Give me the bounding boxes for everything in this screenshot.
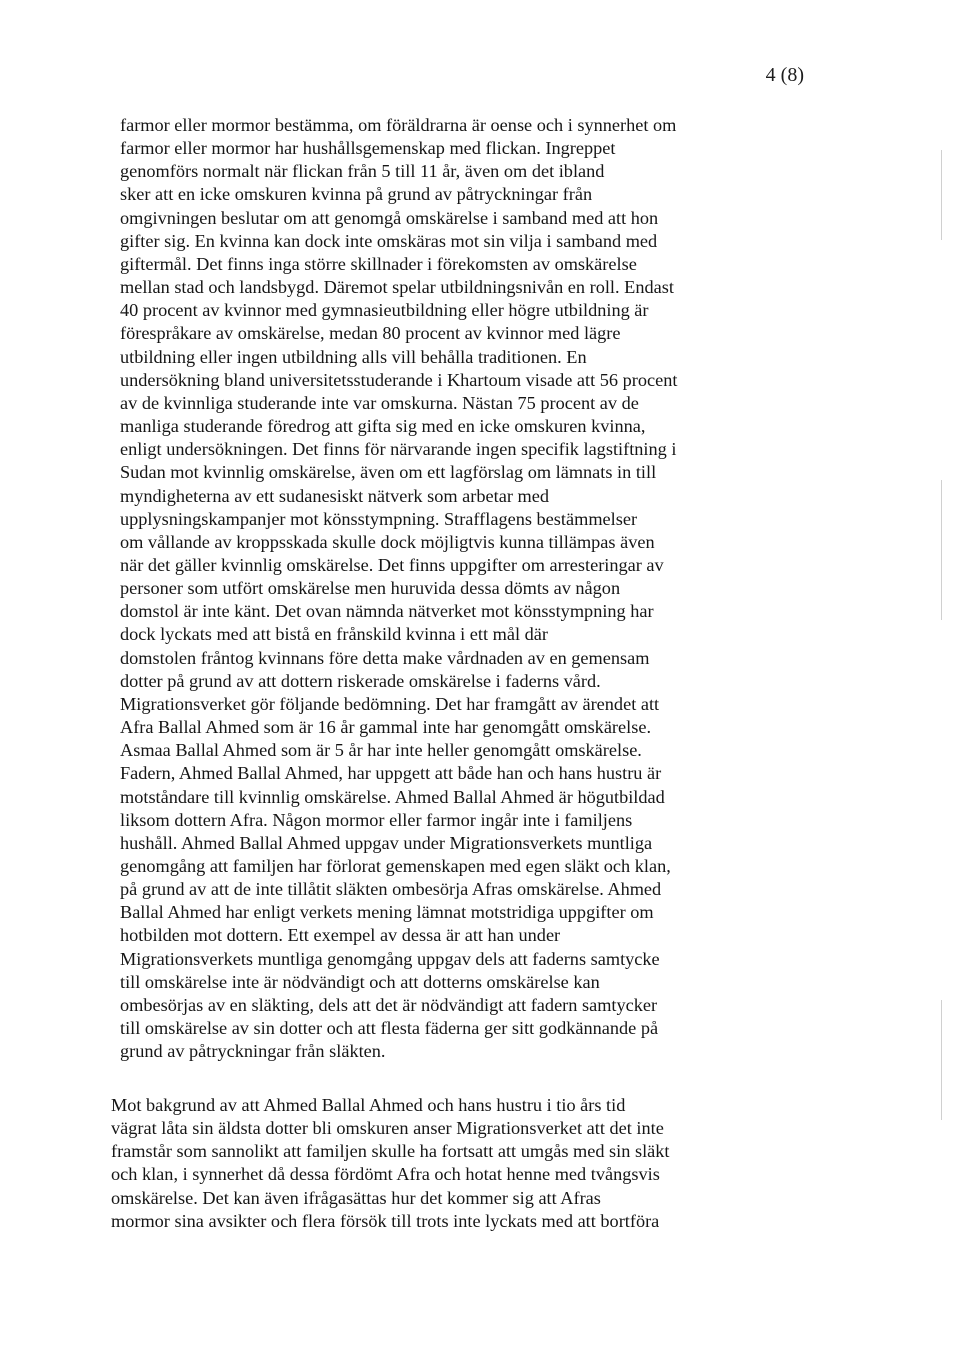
text-line: framstår som sannolikt att familjen skulle ha fortsatt att umgås med sin släkt [111,1141,670,1162]
text-line: 40 procent av kvinnor med gymnasieutbildning eller högre utbildning är [120,300,649,321]
text-line: Asmaa Ballal Ahmed som är 5 år har inte heller genomgått omskärelse. [120,740,642,761]
text-line: till omskärelse inte är nödvändigt och att dotterns omskärelse kan [120,971,600,992]
text-line: utbildning eller ingen utbildning alls vill behålla traditionen. En [120,346,587,367]
text-line: Migrationsverket gör följande bedömning. Det har framgått av ärendet att [120,693,660,714]
scan-edge-mark [941,150,942,240]
text-line: myndigheterna av ett sudanesiskt nätverk som arbetar med [120,485,549,506]
text-line: Ballal Ahmed har enligt verkets mening lämnat motstridiga uppgifter om [120,902,654,923]
scan-edge-mark [941,480,942,620]
text-line: enligt undersökningen. Det finns för närvarande ingen specifik lagstiftning i [120,439,677,460]
text-line: omgivningen beslutar om att genomgå omskärelse i samband med att hon [120,207,659,228]
text-line: Fadern, Ahmed Ballal Ahmed, har uppgett att både han och hans hustru är [120,763,662,784]
text-line: liksom dottern Afra. Någon mormor eller farmor ingår inte i familjens [120,809,633,830]
text-line: till omskärelse av sin dotter och att flesta fäderna ger sitt godkännande på [120,1018,659,1039]
text-line: grund av påtryckningar från släkten. [120,1041,386,1062]
text-line: farmor eller mormor har hushållsgemenskap med flickan. Ingreppet [120,138,616,159]
text-line: Sudan mot kvinnlig omskärelse, även om ett lagförslag om lämnats in till [120,462,657,483]
text-line: mellan stad och landsbygd. Däremot spelar utbildningsnivån en roll. Endast [120,277,674,298]
text-line: omskärelse. Det kan även ifrågasättas hur det kommer sig att Afras [111,1187,601,1208]
text-line: gifter sig. En kvinna kan dock inte omskäras mot sin vilja i samband med [120,230,658,251]
text-line: av de kvinnliga studerande inte var omskurna. Nästan 75 procent av de [120,392,639,413]
text-line: farmor eller mormor bestämma, om föräldrarna är oense och i synnerhet om [120,115,677,135]
paragraph-2 [111,1094,669,1233]
text-line: hushåll. Ahmed Ballal Ahmed uppgav under Migrationsverkets muntliga [120,832,653,853]
text-line: sker att en icke omskuren kvinna på grund av påtryckningar från [120,184,593,205]
text-line: domstol är inte känt. Det ovan nämnda nätverket mot könsstympning har [120,601,654,622]
text-line: undersökning bland universitetsstuderande i Khartoum visade att 56 procent [120,369,678,390]
text-line: dotter på grund av att dottern riskerade omskärelse i faderns vård. [120,670,601,691]
text-line: ombesörjas av en släkting, dels att det är nödvändigt att fadern samtycker [120,994,658,1015]
paragraph-1 [120,114,677,1063]
text-line: Mot bakgrund av att Ahmed Ballal Ahmed och hans hustru i tio års tid [111,1095,626,1115]
text-line: Afra Ballal Ahmed som är 16 år gammal inte har genomgått omskärelse. [120,717,652,738]
text-line: domstolen fråntog kvinnans före detta make vårdnaden av en gemensam [120,647,650,668]
text-line: dock lyckats med att bistå en frånskild kvinna i ett mål där [120,624,548,645]
text-line: manliga studerande föredrog att gifta sig med en icke omskuren kvinna, [120,416,646,437]
text-line: hotbilden mot dottern. Ett exempel av dessa är att han under [120,925,561,946]
text-line: och klan, i synnerhet då dessa fördömt Afra och hotat henne med tvångsvis [111,1164,660,1185]
text-line: Migrationsverkets muntliga genomgång uppgav dels att faderns samtycke [120,948,660,969]
text-line: om vållande av kroppsskada skulle dock möjligtvis kunna tillämpas även [120,531,655,552]
text-line: personer som utfört omskärelse men huruvida dessa dömts av någon [120,578,621,599]
scan-edge-mark [941,1000,942,1120]
text-line: genomförs normalt när flickan från 5 till 11 år, även om det ibland [120,161,605,182]
text-line: giftermål. Det finns inga större skillnader i förekomsten av omskärelse [120,253,637,274]
text-line: genomgång att familjen har förlorat gemenskapen med egen släkt och klan, [120,856,671,876]
page-number: 4 (8) [765,64,804,86]
text-line: på grund av att de inte tillåtit släkten ombesörja Afras omskärelse. Ahmed [120,879,662,900]
text-line: vägrat låta sin äldsta dotter bli omskuren anser Migrationsverket att det inte [111,1118,664,1139]
text-line: mormor sina avsikter och flera försök till trots inte lyckats med att bortföra [111,1210,660,1231]
text-line: motståndare till kvinnlig omskärelse. Ahmed Ballal Ahmed är högutbildad [120,786,665,807]
text-line: upplysningskampanjer mot könsstympning. Strafflagens bestämmelser [120,508,638,529]
text-line: förespråkare av omskärelse, medan 80 procent av kvinnor med lägre [120,323,621,344]
text-line: när det gäller kvinnlig omskärelse. Det finns uppgifter om arresteringar av [120,554,664,575]
